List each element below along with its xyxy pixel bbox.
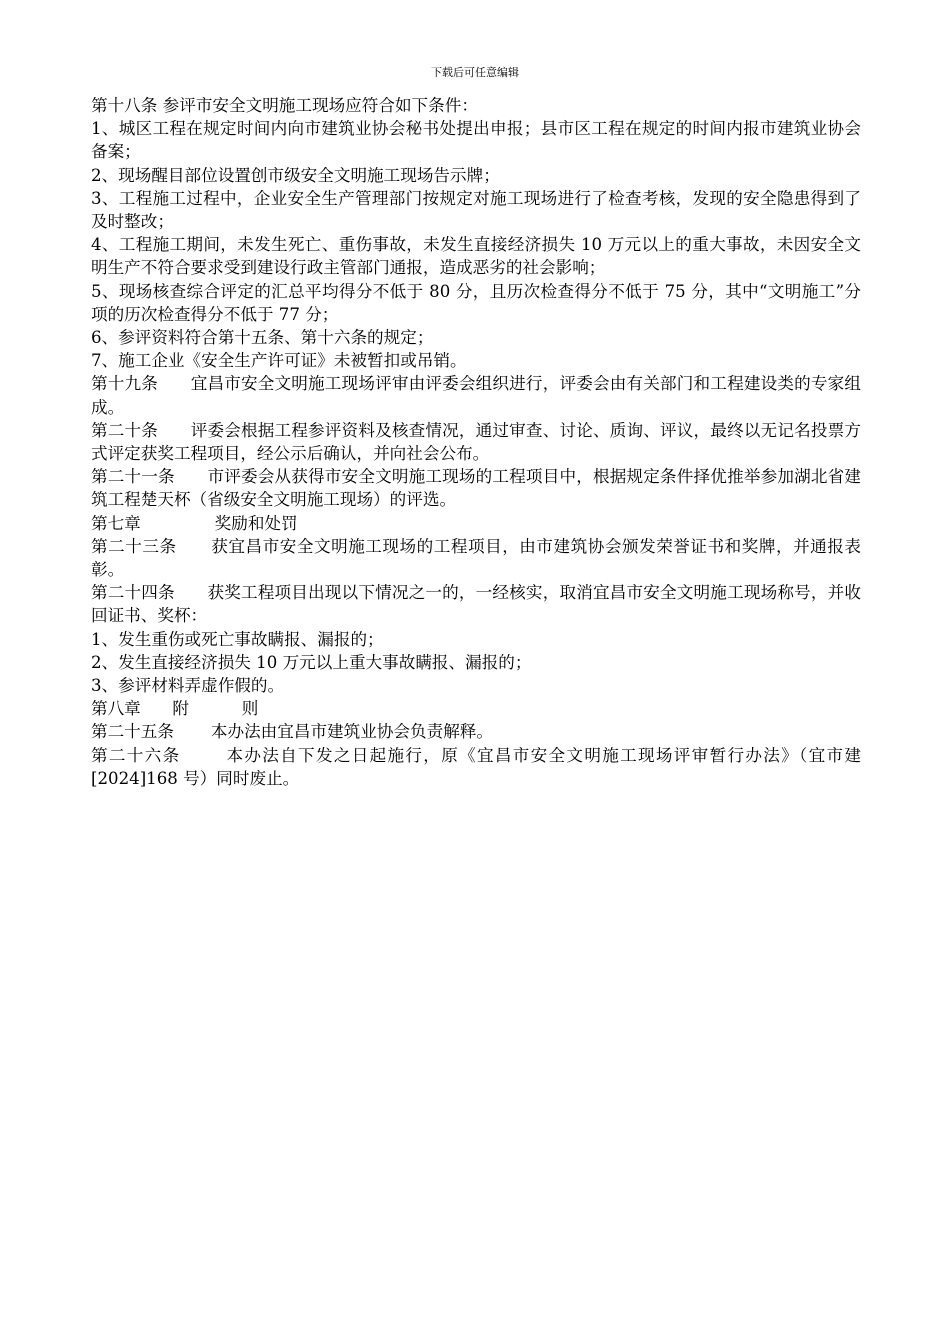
paragraph-text: 1、发生重伤或死亡事故瞒报、漏报的； xyxy=(91,629,384,649)
article-heading: 第二十条 xyxy=(91,420,159,440)
paragraph-text: 本办法自下发之日起施行，原《宜昌市安全文明施工现场评审暂行办法》（宜市建[2024]168 号）同时废止。 xyxy=(91,745,862,788)
paragraph-text: 评委会根据工程参评资料及核查情况，通过审查、讨论、质询、评议，最终以无记名投票方式评定获奖工程项目，经公示后确认，并向社会公布。 xyxy=(91,420,861,464)
chapter-heading xyxy=(91,697,861,720)
article-heading: 第十八条 xyxy=(91,96,158,115)
paragraph xyxy=(91,187,861,233)
paragraph xyxy=(91,419,861,465)
chapter-number: 第八章 xyxy=(91,699,141,719)
paragraph-text: 参评市安全文明施工现场应符合如下条件： xyxy=(157,96,478,115)
paragraph xyxy=(91,581,861,627)
chapter-title: 附 则 xyxy=(140,699,259,719)
paragraph xyxy=(91,117,861,163)
article-heading: 第二十四条 xyxy=(91,583,175,603)
paragraph-text: 1、城区工程在规定时间内向市建筑业协会秘书处提出申报；县市区工程在规定的时间内报市建筑业协会备案； xyxy=(91,119,861,162)
paragraph xyxy=(91,674,861,697)
article-heading: 第二十六条 xyxy=(91,745,181,765)
paragraph xyxy=(91,164,861,187)
paragraph-text: 宜昌市安全文明施工现场评审由评委会组织进行，评委会由有关部门和工程建设类的专家组成。 xyxy=(91,374,861,417)
paragraph xyxy=(91,628,861,651)
document-body xyxy=(91,94,861,790)
paragraph-text: 市评委会从获得市安全文明施工现场的工程项目中，根据规定条件择优推举参加湖北省建筑工程楚天杯（省级安全文明施工现场）的评选。 xyxy=(91,467,861,510)
paragraph xyxy=(91,326,861,349)
paragraph-text: 4、工程施工期间，未发生死亡、重伤事故，未发生直接经济损失 10 万元以上的重大事故，未因安全文明生产不符合要求受到建设行政主管部门通报，造成恶劣的社会影响； xyxy=(91,235,861,278)
chapter-heading xyxy=(91,512,861,535)
chapter-title: 奖励和处罚 xyxy=(140,513,298,533)
chapter-number: 第七章 xyxy=(91,513,141,533)
paragraph xyxy=(91,720,861,743)
paragraph xyxy=(91,349,861,372)
paragraph-text: 6、参评资料符合第十五条、第十六条的规定； xyxy=(91,328,434,348)
article-heading: 第二十三条 xyxy=(91,536,177,556)
page-header: 下载后可任意编辑 xyxy=(431,66,519,79)
paragraph xyxy=(91,535,861,581)
paragraph xyxy=(91,744,861,790)
paragraph-text: 3、工程施工过程中，企业安全生产管理部门按规定对施工现场进行了检查考核，发现的安全隐患得到了及时整改； xyxy=(91,188,861,232)
paragraph xyxy=(91,233,861,279)
paragraph-text: 获奖工程项目出现以下情况之一的，一经核实，取消宜昌市安全文明施工现场称号，并收回证书、奖杯： xyxy=(91,583,861,626)
paragraph-text: 3、参评材料弄虚作假的。 xyxy=(91,676,285,696)
paragraph-text: 5、现场核查综合评定的汇总平均得分不低于 80 分，且历次检查得分不低于 75 分，其中“文明施工”分项的历次检查得分不低于 77 分； xyxy=(91,281,861,324)
paragraph-text: 7、施工企业《安全生产许可证》未被暂扣或吊销。 xyxy=(91,351,467,371)
paragraph-text: 本办法由宜昌市建筑业协会负责解释。 xyxy=(173,722,493,742)
article-heading: 第十九条 xyxy=(91,374,159,394)
paragraph xyxy=(91,372,861,418)
paragraph xyxy=(91,465,861,511)
paragraph-text: 2、发生直接经济损失 10 万元以上重大事故瞒报、漏报的； xyxy=(91,652,532,672)
article-heading: 第二十五条 xyxy=(91,722,174,742)
article-heading: 第二十一条 xyxy=(91,467,175,487)
paragraph-text: 2、现场醒目部位设置创市级安全文明施工现场告示牌； xyxy=(91,165,500,185)
paragraph xyxy=(91,280,861,326)
paragraph xyxy=(91,94,861,117)
paragraph-text: 获宜昌市安全文明施工现场的工程项目，由市建筑协会颁发荣誉证书和奖牌，并通报表彰。 xyxy=(91,536,861,580)
paragraph xyxy=(91,651,861,674)
